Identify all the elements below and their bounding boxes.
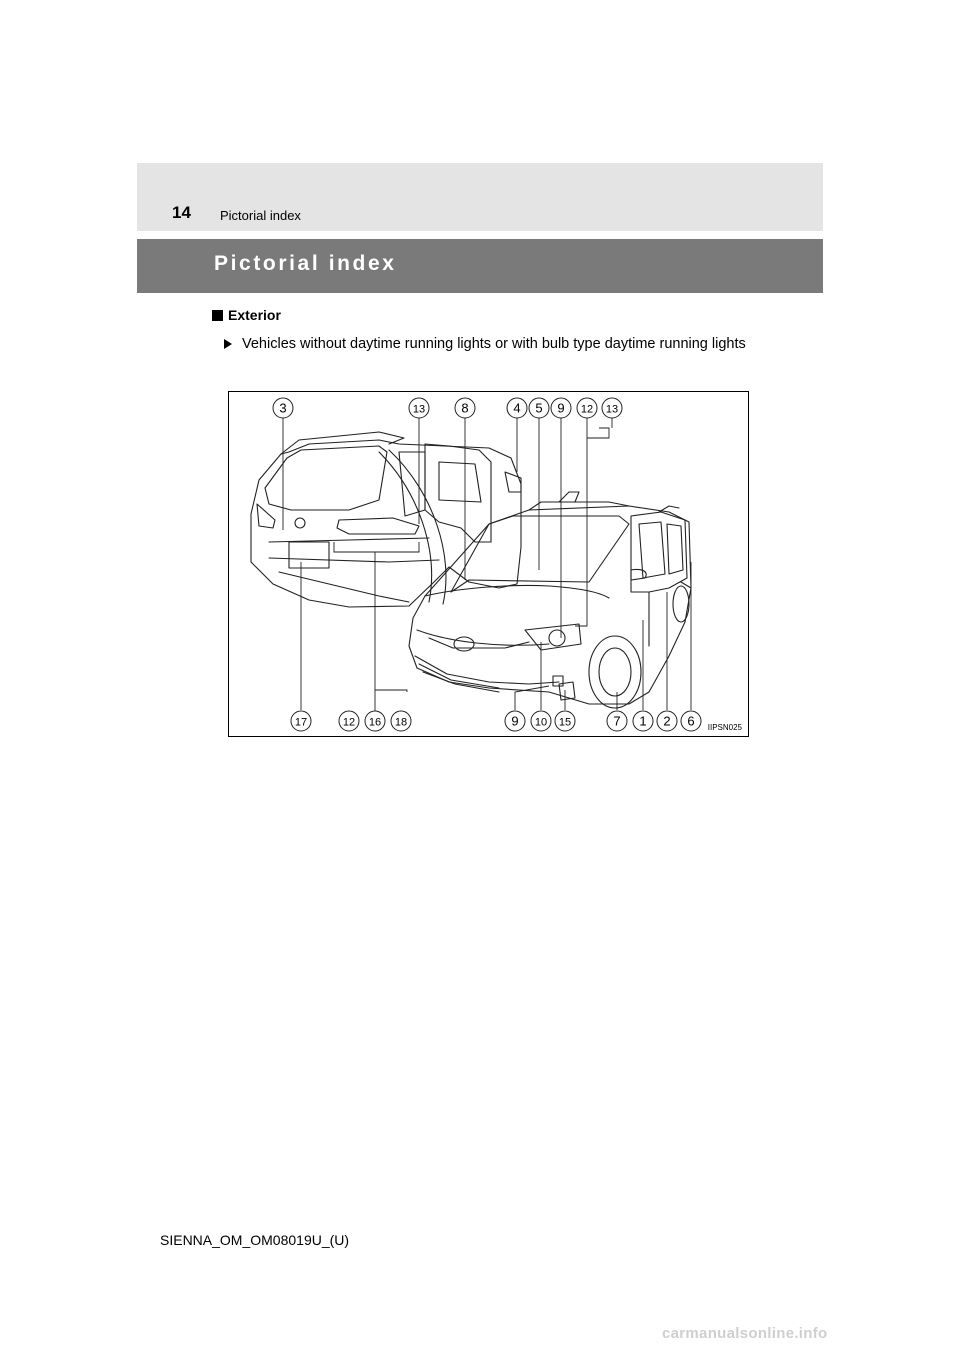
figure-code: IIPSN025	[707, 723, 742, 732]
callout-label-top-7: 13	[605, 403, 619, 416]
arrow-bullet-icon	[224, 339, 232, 349]
page-number: 14	[172, 203, 191, 222]
callout-label-top-2: 8	[461, 400, 469, 416]
footer-doc-id: SIENNA_OM_OM08019U_(U)	[160, 1232, 350, 1248]
callout-label-bottom-5: 10	[534, 716, 548, 729]
watermark: carmanualsonline.info	[662, 1325, 828, 1342]
callout-label-bottom-9: 2	[663, 713, 671, 729]
rear-vehicle-outline	[251, 440, 521, 607]
vehicle-illustration	[229, 392, 750, 738]
callout-label-top-1: 13	[412, 403, 426, 416]
callout-label-top-6: 12	[580, 403, 594, 416]
bullet-text: Vehicles without daytime running lights or with bulb type daytime running lights	[242, 336, 746, 352]
square-bullet-icon	[212, 310, 223, 321]
callout-label-bottom-2: 16	[368, 716, 382, 729]
callout-label-top-0: 3	[279, 400, 287, 416]
callout-label-bottom-3: 18	[394, 716, 408, 729]
vehicle-figure	[228, 391, 749, 737]
page-title: Pictorial index	[214, 252, 397, 275]
callout-label-bottom-6: 15	[558, 716, 572, 729]
section-heading-text: Exterior	[228, 307, 281, 323]
callout-label-bottom-4: 9	[511, 713, 519, 729]
bullet-item	[224, 333, 746, 356]
callout-label-bottom-7: 7	[613, 713, 621, 729]
callout-label-top-5: 9	[557, 400, 565, 416]
section-heading	[212, 307, 281, 323]
running-title: Pictorial index	[220, 208, 301, 223]
callout-label-bottom-0: 17	[294, 716, 308, 729]
callout-label-bottom-1: 12	[342, 716, 356, 729]
callout-label-bottom-8: 1	[639, 713, 647, 729]
callout-label-bottom-10: 6	[687, 713, 695, 729]
callout-label-top-3: 4	[513, 400, 521, 416]
callout-label-top-4: 5	[535, 400, 543, 416]
